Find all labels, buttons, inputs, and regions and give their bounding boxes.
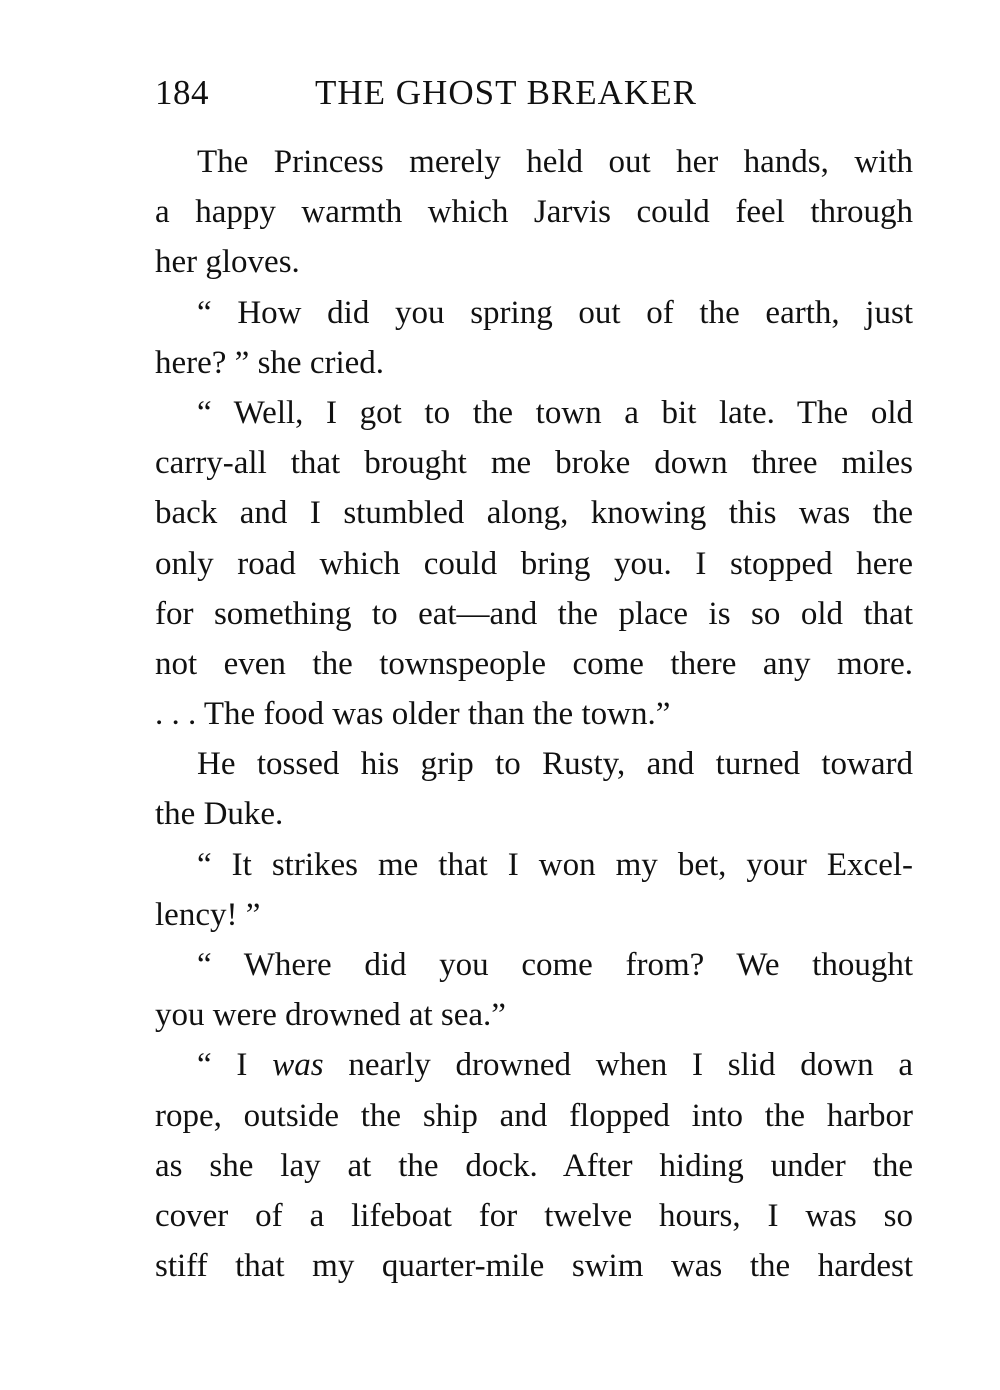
text-line: rope, outside the ship and flopped into the harbor (155, 1097, 913, 1134)
text-line: . . . The food was older than the town.” (155, 696, 671, 733)
text-line: not even the townspeople come there any more. (155, 645, 913, 682)
text-line: as she lay at the dock. After hiding under the (155, 1147, 913, 1184)
text-line: “ How did you spring out of the earth, just (197, 294, 913, 331)
text-line: her gloves. (155, 244, 300, 281)
text-line: back and I stumbled along, knowing this was the (155, 495, 913, 532)
page-number: 184 (155, 73, 209, 112)
text-line: “ Well, I got to the town a bit late. The old (197, 394, 913, 431)
page-header (155, 68, 915, 118)
text-line: “ It strikes me that I won my bet, your Excel- (197, 846, 913, 883)
text-line: you were drowned at sea.” (155, 997, 506, 1034)
text-line: carry-all that brought me broke down three miles (155, 445, 913, 482)
text-line: He tossed his grip to Rusty, and turned toward (197, 746, 913, 783)
text-segment: nearly drowned when I slid down a (323, 1047, 913, 1084)
text-line: here? ” she cried. (155, 344, 385, 381)
text-line: for something to eat—and the place is so old that (155, 595, 913, 632)
italic-word: was (272, 1047, 324, 1084)
text-line: cover of a lifeboat for twelve hours, I was so (155, 1197, 913, 1234)
running-title: THE GHOST BREAKER (315, 73, 697, 112)
text-line: The Princess merely held out her hands, with (197, 144, 913, 180)
text-line-with-italic (155, 1040, 913, 1090)
body-text (155, 137, 913, 1291)
text-line: only road which could bring you. I stopped here (155, 545, 913, 582)
text-line: stiff that my quarter-mile swim was the hardest (155, 1248, 913, 1285)
text-line: “ Where did you come from? We thought (197, 947, 913, 983)
text-line: lency! ” (155, 896, 261, 933)
text-segment: “ I (197, 1047, 273, 1084)
text-line: a happy warmth which Jarvis could feel through (155, 194, 913, 231)
text-line: the Duke. (155, 796, 284, 833)
